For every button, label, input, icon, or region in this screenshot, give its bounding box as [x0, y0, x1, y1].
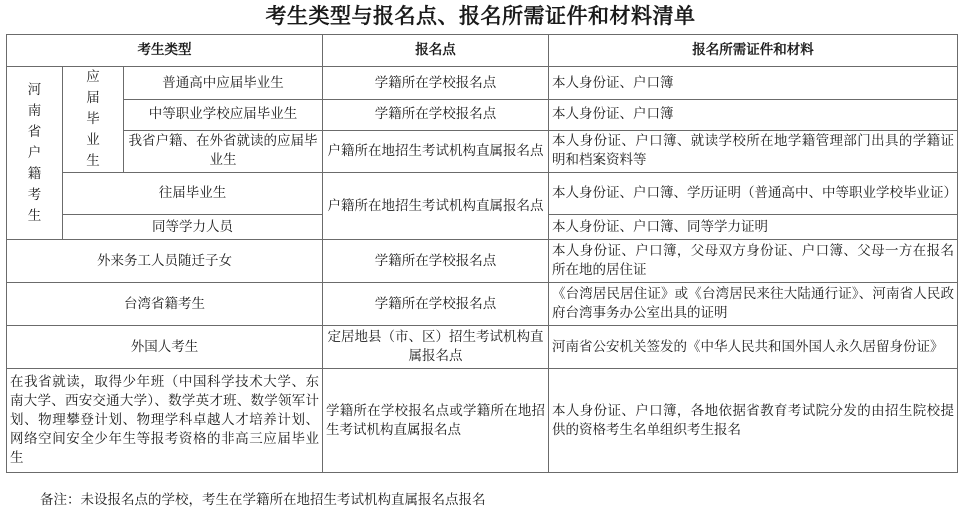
henan-group-label: 河 南 省 户 籍 考 生 [7, 67, 63, 240]
candidate-type-cell: 同等学力人员 [63, 215, 323, 240]
header-row [7, 35, 958, 67]
registration-site-cell: 学籍所在学校报名点 [323, 283, 549, 326]
table-row [7, 283, 958, 326]
candidate-type-cell: 在我省就读，取得少年班（中国科学技术大学、东南大学、西安交通大学）、数学英才班、数学领军计划、物理攀登计划、物理学科卓越人才培养计划、网络空间安全少年生等报考资格的非高三应届毕业生 [7, 369, 323, 473]
table-row [7, 130, 958, 172]
header-materials: 报名所需证件和材料 [549, 35, 958, 67]
document-title: 考生类型与报名点、报名所需证件和材料清单 [265, 3, 696, 28]
materials-cell: 本人身份证、户口簿 [549, 67, 958, 100]
candidate-type-cell: 普通高中应届毕业生 [124, 67, 323, 100]
table-row [7, 326, 958, 369]
materials-cell: 本人身份证、户口簿、同等学力证明 [549, 215, 958, 240]
fresh-graduate-label: 应 届 毕 业 生 [63, 67, 124, 173]
registration-site-cell: 学籍所在学校报名点 [323, 100, 549, 130]
candidate-type-cell: 我省户籍、在外省就读的应届毕业生 [124, 130, 323, 172]
materials-cell: 《台湾居民居住证》或《台湾居民来往大陆通行证》、河南省人民政府台湾事务办公室出具的证明 [549, 283, 958, 326]
registration-site-cell: 学籍所在学校报名点或学籍所在地招生考试机构直属报名点 [323, 369, 549, 473]
materials-cell: 本人身份证、户口簿，父母双方身份证、户口簿、父母一方在报名所在地的居住证 [549, 240, 958, 283]
header-candidate-type: 考生类型 [7, 35, 323, 67]
candidate-type-cell: 外国人考生 [7, 326, 323, 369]
materials-cell: 本人身份证、户口簿、学历证明（普通高中、中等职业学校毕业证） [549, 173, 958, 215]
table-row [7, 369, 958, 473]
registration-site-cell: 户籍所在地招生考试机构直属报名点 [323, 130, 549, 172]
materials-cell: 本人身份证、户口簿 [549, 100, 958, 130]
candidate-type-cell: 往届毕业生 [63, 173, 323, 215]
candidate-type-cell: 中等职业学校应届毕业生 [124, 100, 323, 130]
registration-site-cell: 定居地县（市、区）招生考试机构直属报名点 [323, 326, 549, 369]
footnote: 备注：未设报名点的学校，考生在学籍所在地招生考试机构直属报名点报名 [40, 492, 486, 508]
registration-site-cell: 学籍所在学校报名点 [323, 67, 549, 100]
table-row [7, 240, 958, 283]
materials-cell: 河南省公安机关签发的《中华人民共和国外国人永久居留身份证》 [549, 326, 958, 369]
materials-cell: 本人身份证、户口簿、就读学校所在地学籍管理部门出具的学籍证明和档案资料等 [549, 130, 958, 172]
candidate-type-cell: 台湾省籍考生 [7, 283, 323, 326]
requirements-table [6, 34, 958, 473]
table-row [7, 173, 958, 215]
materials-cell: 本人身份证、户口簿，各地依据省教育考试院分发的由招生院校提供的资格考生名单组织考生报名 [549, 369, 958, 473]
registration-site-cell: 户籍所在地招生考试机构直属报名点 [323, 173, 549, 240]
candidate-type-cell: 外来务工人员随迁子女 [7, 240, 323, 283]
registration-site-cell: 学籍所在学校报名点 [323, 240, 549, 283]
header-registration-site: 报名点 [323, 35, 549, 67]
table-row [7, 100, 958, 130]
table-row [7, 67, 958, 100]
